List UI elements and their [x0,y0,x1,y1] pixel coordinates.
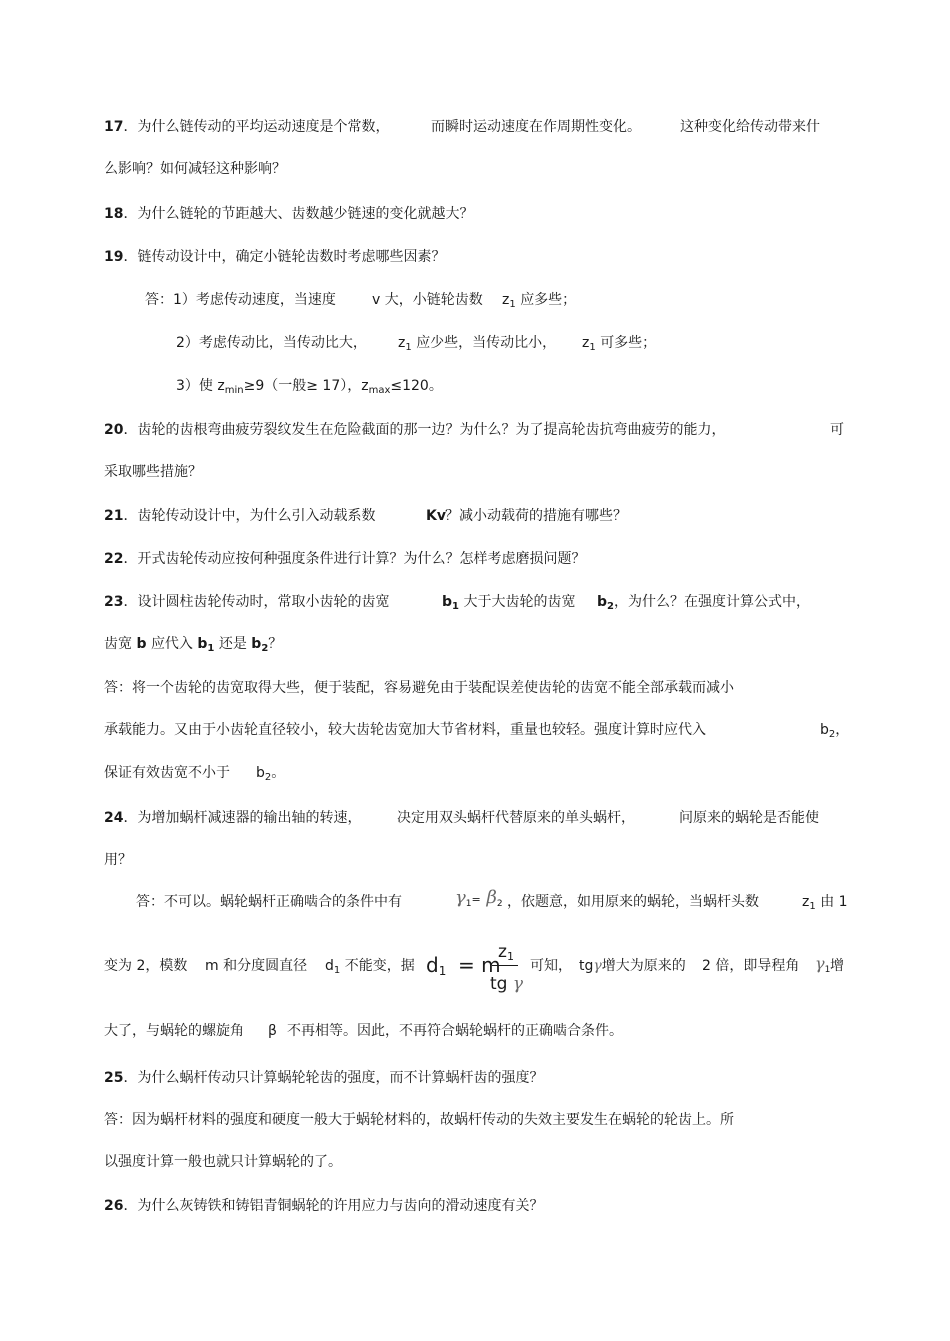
q19-line: 19．链传动设计中，确定小链轮齿数时考虑哪些因素？ [104,249,446,265]
q21-text-b: ？减小动载荷的措施有哪些？ [445,508,627,524]
q19-ans3: 3）使 $z_{min}\ge 9$（一般≥ 17），$z_{max}\le 120$。 [176,378,443,396]
q18-text: 为什么链轮的节距越大、齿数越少链速的变化就越大？ [137,206,474,222]
q23-ans1: 答：将一个齿轮的齿宽取得大些，便于装配，容易避免由于装配误差使齿轮的齿宽不能全部承载而减小 [104,680,734,696]
q24-ans2-g: 2 倍，即导程角 [702,958,800,974]
q24-ans2-c: $d_1$ 不能变，据 [325,958,415,976]
q20-line1: 20．齿轮的齿根弯曲疲劳裂纹发生在危险截面的那一边？为什么？为了提高轮齿抗弯曲疲劳的能力， [104,422,726,438]
q22-line: 22．开式齿轮传动应按何种强度条件进行计算？为什么？怎样考虑磨损问题？ [104,551,586,567]
q20-number: 20 [104,422,124,438]
q19-ans2-a: 2）考虑传动比，当传动比大， [176,335,367,351]
q24-ans2-h: 增 [830,958,844,974]
q23-ans2-b2: $b_2$， [820,722,850,740]
q19-text: 链传动设计中，确定小链轮齿数时考虑哪些因素？ [137,249,446,265]
q24-line2: 用？ [104,852,132,868]
q17-line2: 么影响？如何减轻这种影响？ [104,161,286,177]
q26-number: 26 [104,1198,124,1214]
q23-ans2: 承载能力。又由于小齿轮直径较小，较大齿轮齿宽加大节省材料，重量也较轻。强度计算时应代入 [104,722,706,738]
q24-line1: 24．为增加蜗杆减速器的输出轴的转速， [104,810,362,826]
formula-d1: $d_1$ = m $z_1$ tg γ [426,942,524,994]
q23-line1: 23．设计圆柱齿轮传动时，常取小齿轮的齿宽 [104,594,390,610]
q24-text-a: 为增加蜗杆减速器的输出轴的转速， [137,810,362,826]
q24-ans2-e: tgγ增大为原来的 [579,958,686,974]
q24-ans2-gamma1: $\gamma_1$ [815,954,831,975]
q21-kv: Kv [426,508,446,524]
q25-ans2: 以强度计算一般也就只计算蜗轮的了。 [104,1154,342,1170]
q19-ans1-a: 答：1）考虑传动速度，当速度 [145,292,336,308]
q23-b1: $b_1$ 大于大齿轮的齿宽 [442,594,576,612]
q17-text-a: 为什么链传动的平均运动速度是个常数， [137,119,390,135]
q19-ans1-z: $z_1$ 应多些； [502,292,577,310]
q23-ans3-b2: $b_2$。 [256,765,286,783]
q22-number: 22 [104,551,124,567]
q23-number: 23 [104,594,124,610]
q18-line: 18．为什么链轮的节距越大、齿数越少链速的变化就越大？ [104,206,474,222]
q24-ans3-c: 不再相等。因此，不再符合蜗轮蜗杆的正确啮合条件。 [287,1023,623,1039]
q25-ans1: 答：因为蜗杆材料的强度和硬度一般大于蜗轮材料的，故蜗杆传动的失效主要发生在蜗轮的轮齿上。所 [104,1112,734,1128]
q21-line: 21．齿轮传动设计中，为什么引入动载系数 [104,508,376,524]
q19-ans2-c: $z_1$ 可多些； [582,335,657,353]
q24-ans3-beta: β [268,1023,277,1039]
q26-line: 26．为什么灰铸铁和铸铝青铜蜗轮的许用应力与齿向的滑动速度有关？ [104,1198,544,1214]
q18-number: 18 [104,206,124,222]
q23-line2: 齿宽 b 应代入 $b_1$ 还是 $b_2$？ [104,636,283,654]
q23-text-a: 设计圆柱齿轮传动时，常取小齿轮的齿宽 [137,594,390,610]
q25-text: 为什么蜗杆传动只计算蜗轮轮齿的强度，而不计算蜗杆齿的强度？ [137,1070,544,1086]
q24-ans1-b: ，依题意，如用原来的蜗轮，当蜗杆头数 [507,894,759,910]
q19-ans1-b: v 大，小链轮齿数 [372,292,483,308]
q17-number: 17 [104,119,124,135]
q20-text-a: 齿轮的齿根弯曲疲劳裂纹发生在危险截面的那一边？为什么？为了提高轮齿抗弯曲疲劳的能力， [137,422,726,438]
q26-text: 为什么灰铸铁和铸铝青铜蜗轮的许用应力与齿向的滑动速度有关？ [137,1198,544,1214]
q25-line: 25．为什么蜗杆传动只计算蜗轮轮齿的强度，而不计算蜗杆齿的强度？ [104,1070,544,1086]
q17-text-c: 这种变化给传动带来什 [680,119,820,135]
q21-number: 21 [104,508,124,524]
q20-line2: 采取哪些措施？ [104,464,202,480]
q19-number: 19 [104,249,124,265]
q23-b2: $b_2$，为什么？在强度计算公式中， [597,594,810,612]
q21-text-a: 齿轮传动设计中，为什么引入动载系数 [137,508,376,524]
q17-text-b: 而瞬时运动速度在作周期性变化。 [431,119,641,135]
q19-ans2-b: $z_1$ 应少些，当传动比小， [398,335,557,353]
q20-text-b: 可 [830,422,844,438]
q17-line1: 17．为什么链传动的平均运动速度是个常数， [104,119,390,135]
q24-ans2-b: m 和分度圆直径 [205,958,308,974]
q22-text: 开式齿轮传动应按何种强度条件进行计算？为什么？怎样考虑磨损问题？ [137,551,586,567]
q25-number: 25 [104,1070,124,1086]
q24-number: 24 [104,810,124,826]
q24-gamma-eq-beta: $\gamma_1= \beta_2$ [455,887,503,909]
q24-ans3: 大了，与蜗轮的螺旋角 [104,1023,244,1039]
q24-ans1-c: $z_1$ 由 1 [802,894,848,912]
q24-text-b: 决定用双头蜗杆代替原来的单头蜗杆， [397,810,635,826]
q24-ans1-a: 答：不可以。蜗轮蜗杆正确啮合的条件中有 [136,894,402,910]
q23-ans3: 保证有效齿宽不小于 [104,765,230,781]
q24-text-c: 问原来的蜗轮是否能使 [679,810,819,826]
q24-ans2-a: 变为 2，模数 [104,958,188,974]
q24-ans2-d: 可知， [530,958,572,974]
